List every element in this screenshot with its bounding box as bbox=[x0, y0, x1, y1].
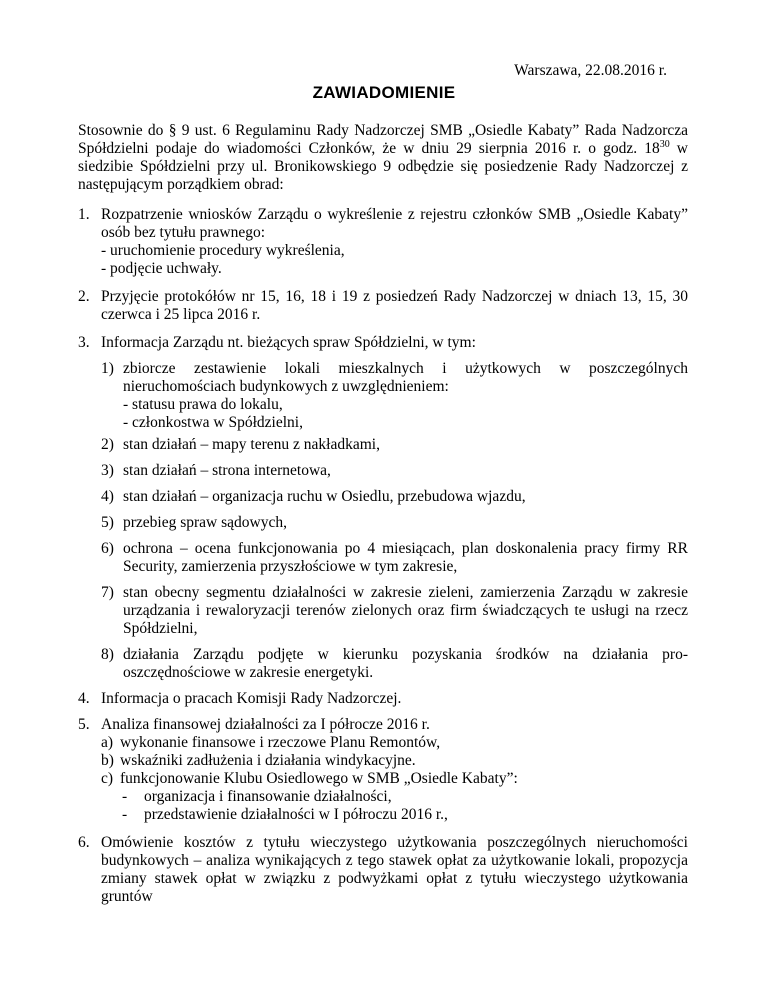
agenda-item-5: 5. Analiza finansowej działalności za I półrocze 2016 r. a) wykonanie finansowe i rzeczowe Planu Remontów, b) wskaźniki zadłużenia i działania windykacyjne. c) funkcjonowanie Klubu Osiedlowego w SMB „Osiedle Kabaty”: - organizacja i finansowanie działalności, - przedstawienie działalności w I półroczu 2016 r., bbox=[78, 716, 518, 823]
intro-paragraph: Stosownie do § 9 ust. 6 Regulaminu Rady Nadzorczej SMB „Osiedle Kabaty” Rada Nadzorcza Spółdzielni podaje do wiadomości Członków, że w dniu 29 sierpnia 2016 r. o godz. $18^{30}$ w siedzibie Spółdzielni przy ul. Bronikowskiego 9 odbędzie się posiedzenie Rady Nadzorczej z następującym porządkiem obrad: bbox=[78, 122, 688, 193]
point-7: 7) stan obecny segmentu działalności w zakresie zieleni, zamierzenia Zarządu w zakresie urządzania i rewaloryzacji terenów zielonych oraz firm świadczących te usługi na rzecz Spółdzielni, bbox=[101, 584, 688, 637]
point-5: 5) przebieg spraw sądowych, bbox=[101, 514, 287, 531]
agenda-item-2: 2. Przyjęcie protokółów nr 15, 16, 18 i 19 z posiedzeń Rady Nadzorczej w dniach 13, 15, 30 czerwca i 25 lipca 2016 r. bbox=[78, 288, 688, 323]
point-1: 1) zbiorcze zestawienie lokali mieszkalnych i użytkowych w poszczególnych nieruchomościach budynkowych z uwzględnieniem: - statusu prawa do lokalu, - członkostwa w Spółdzielni, bbox=[101, 360, 688, 431]
point-6: 6) ochrona – ocena funkcjonowania po 4 miesiącach, plan doskonalenia pracy firmy RR Security, zamierzenia przyszłościowe w tym zakresie, bbox=[101, 540, 688, 575]
point-3: 3) stan działań – strona internetowa, bbox=[101, 462, 331, 479]
agenda-item-6: 6. Omówienie kosztów z tytułu wieczystego użytkowania poszczególnych nieruchomości budynkowych – analiza wynikających z tego stawek opłat za użytkowanie lokali, propozycja zmiany stawek opłat w związku z podwyżkami opłat z tytułu wieczystego użytkowania gruntów bbox=[78, 834, 688, 905]
document-title: ZAWIADOMIENIE bbox=[312, 83, 456, 102]
agenda-item-4: 4. Informacja o pracach Komisji Rady Nadzorczej. bbox=[78, 690, 402, 707]
agenda-item-1: 1. Rozpatrzenie wniosków Zarządu o wykreślenie z rejestru członków SMB „Osiedle Kabaty” osób bez tytułu prawnego: - uruchomienie procedury wykreślenia, - podjęcie uchwały. bbox=[78, 206, 688, 277]
agenda-item-3: 3. Informacja Zarządu nt. bieżących spraw Spółdzielni, w tym: bbox=[78, 334, 476, 351]
document-date: Warszawa, 22.08.2016 r. bbox=[514, 62, 667, 79]
point-2: 2) stan działań – mapy terenu z nakładkami, bbox=[101, 436, 380, 453]
point-8: 8) działania Zarządu podjęte w kierunku pozyskania środków na działania pro-oszczędnościowe w zakresie energetyki. bbox=[101, 646, 688, 681]
point-4: 4) stan działań – organizacja ruchu w Osiedlu, przebudowa wjazdu, bbox=[101, 488, 526, 505]
